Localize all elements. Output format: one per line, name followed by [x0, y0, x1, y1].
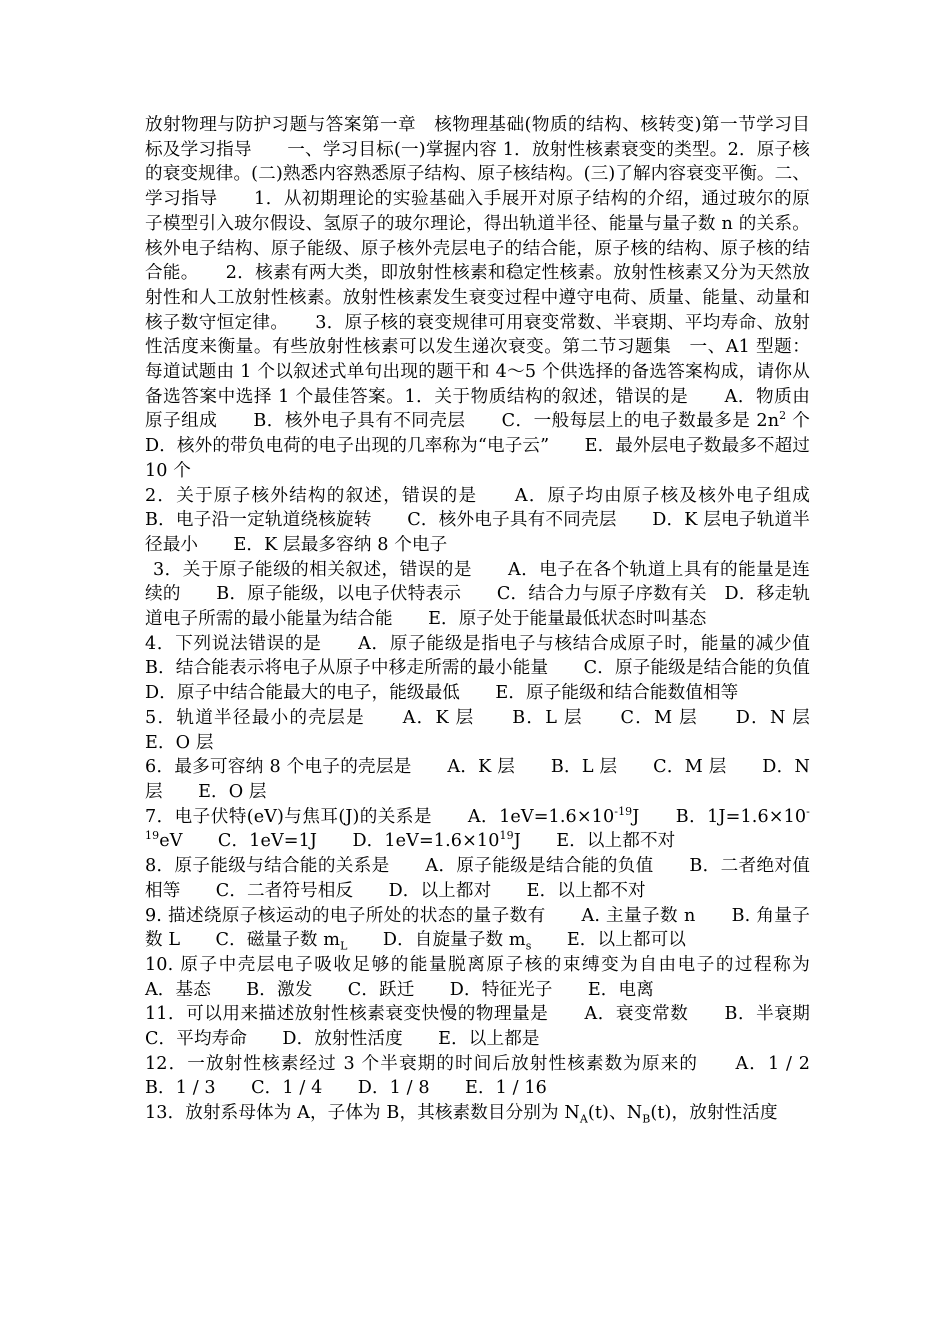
q9-sub-b: s — [525, 939, 532, 953]
q9-part-b: D．自旋量子数 m — [347, 930, 526, 951]
intro-paragraph — [145, 113, 846, 484]
q7-part-a: 7．电子伏特(eV)与焦耳(J)的关系是 A．1eV=1.6×10 — [145, 806, 615, 827]
question-2: 2．关于原子核外结构的叙述，错误的是 A．原子均由原子核及核外电子组成 B．电子沿一定轨道绕核旋转 C．核外电子具有不同壳层 D．K 层电子轨道半径最小 E．K 层最多容纳 8 个电子 — [145, 485, 846, 555]
q7-part-c: eV C．1eV=1J D．1eV=1.6×10 — [159, 831, 500, 852]
q7-sup-c: 19 — [499, 829, 514, 843]
question-7 — [145, 805, 810, 854]
q13-sub-b: B — [642, 1112, 651, 1126]
q9-part-c: E．以上都可以 — [531, 930, 686, 951]
intro-tail-text: 个 D．核外的带负电荷的电子出现的几率称为“电子云” E．最外层电子数最多不超过 10 个 — [145, 411, 846, 481]
question-13 — [145, 1101, 810, 1126]
q13-part-b: (t)、N — [587, 1103, 643, 1124]
question-12: 12．一放射性核素经过 3 个半衰期的时间后放射性核素数为原来的 A．1 / 2 B．1 / 3 C．1 / 4 D．1 / 8 E．1 / 16 — [145, 1053, 828, 1099]
q7-sup-a: -19 — [614, 804, 633, 818]
q7-part-d: J E．以上都不对 — [513, 831, 676, 852]
q13-sub-a: A — [579, 1112, 588, 1126]
question-9 — [145, 904, 810, 953]
q9-sub-a: L — [340, 939, 348, 953]
q13-part-a: 13．放射系母体为 A，子体为 B，其核素数目分别为 N — [145, 1103, 580, 1124]
question-8: 8．原子能级与结合能的关系是 A．原子能级是结合能的负值 B．二者绝对值相等 C．二者符号相反 D．以上都对 E．以上都不对 — [145, 856, 810, 901]
question-11: 11．可以用来描述放射性核素衰变快慢的物理量是 A．衰变常数 B．半衰期 C．平均寿命 D．放射性活度 E．以上都是 — [145, 1004, 846, 1050]
question-4: 4．下列说法错误的是 A．原子能级是指电子与核结合成原子时，能量的减少值 B．结合能表示将电子从原子中移走所需的最小能量 C．原子能级是结合能的负值 D．原子中结合能最大的电子，能级最低 E．原子能级和结合能数值相等 — [145, 633, 846, 704]
q9-part-a: 9. 描述绕原子核运动的电子所处的状态的量子数有 A. 主量子数 n B. 角量子数 L C．磁量子数 m — [145, 905, 810, 951]
document-page — [145, 113, 846, 1126]
question-10: 10. 原子中壳层电子吸收足够的能量脱离原子核的束缚变为自由电子的过程称为 A．基态 B．激发 C．跃迁 D．特征光子 E．电离 — [145, 954, 828, 1000]
q13-part-c: (t)，放射性活度 — [650, 1103, 778, 1124]
question-5: 5．轨道半径最小的壳层是 A．K 层 B．L 层 C．M 层 D．N 层 E．O 层 — [145, 707, 828, 753]
q7-part-b: J B．1J=1.6×10 — [632, 806, 807, 827]
question-6: 6．最多可容纳 8 个电子的壳层是 A．K 层 B．L 层 C．M 层 D．N 层 E．O 层 — [145, 757, 810, 802]
intro-superscript: 2 — [779, 409, 787, 423]
question-3: 3．关于原子能级的相关叙述，错误的是 A．电子在各个轨道上具有的能量是连续的 B．原子能级，以电子伏特表示 C．结合力与原子序数有关 D．移走轨道电子所需的最小能量为结合能 E．原子处于能量最低状态时叫基态 — [145, 559, 810, 630]
intro-text: 放射物理与防护习题与答案第一章 核物理基础(物质的结构、核转变)第一节学习目标及学习指导 一、学习目标(一)掌握内容 1．放射性核素衰变的类型。2．原子核的衰变规律。(二)熟悉内容熟悉原子结构、原子核结构。(三)了解内容衰变平衡。二、学习指导 1．从初期理论的实验基础入手展开对原子结构的介绍，通过玻尔的原子模型引入玻尔假设、氢原子的玻尔理论，得出轨道半径、能量与量子数 n 的关系。核外电子结构、原子能级、原子核外壳层电子的结合能，原子核的结构、原子核的结合能。 2．核素有两大类，即放射性核素和稳定性核素。放射性核素又分为天然放射性和人工放射性核素。放射性核素发生衰变过程中遵守电荷、质量、能量、动量和核子数守恒定律。 3．原子核的衰变规律可用衰变常数、半衰期、平均寿命、放射性活度来衡量。有些放射性核素可以发生递次衰变。第二节习题集 一、A1 型题：每道试题由 1 个以叙述式单句出现的题干和 4～5 个供选择的备选答案构成，请你从备选答案中选择 1 个最佳答案。1．关于物质结构的叙述，错误的是 A．物质由原子组成 B．核外电子具有不同壳层 C．一般每层上的电子数最多是 2n — [145, 115, 810, 432]
q7-sup-b: -19 — [145, 804, 810, 843]
